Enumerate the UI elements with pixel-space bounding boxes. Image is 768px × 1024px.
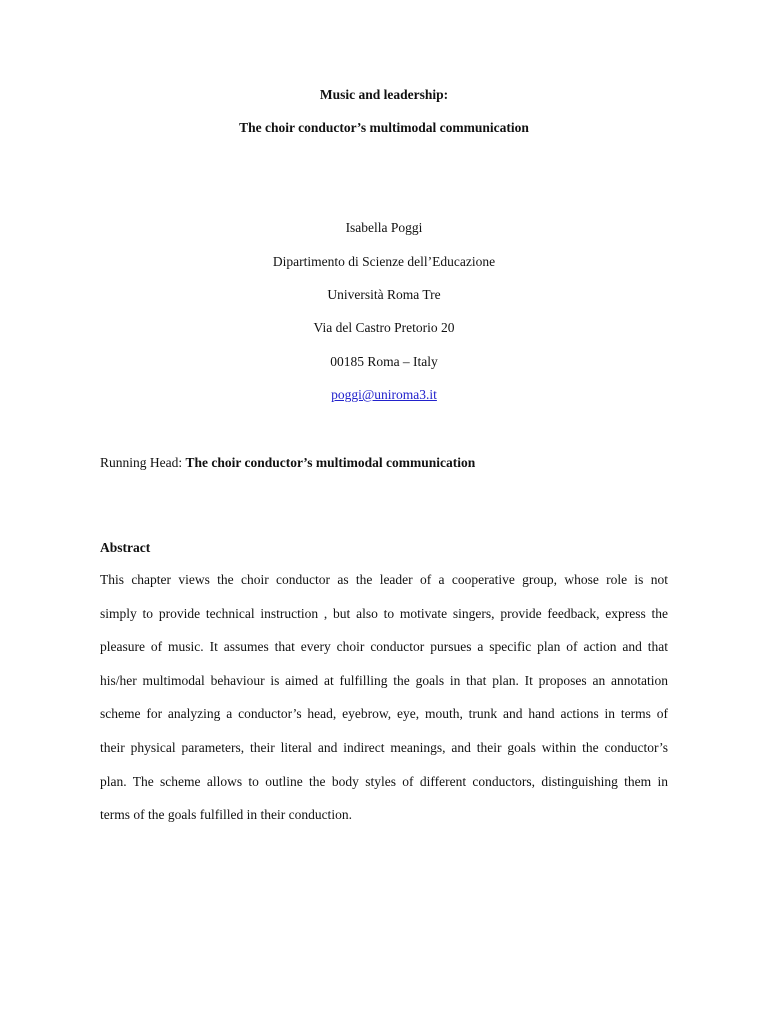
- abstract-line: plan. The scheme allows to outline the body styles of different conductors, distinguishing them in: [100, 773, 668, 789]
- abstract-line: scheme for analyzing a conductor’s head, eyebrow, eye, mouth, trunk and hand actions in terms of: [100, 706, 668, 722]
- author-street-address: Via del Castro Pretorio 20: [313, 320, 455, 335]
- author-email-container: [0, 387, 768, 403]
- author-name: Isabella Poggi: [345, 220, 423, 235]
- abstract-line: simply to provide technical instruction , but also to motivate singers, provide feedback, express the: [100, 605, 668, 621]
- running-head-text: The choir conductor’s multimodal communication: [185, 455, 476, 470]
- abstract-line: pleasure of music. It assumes that every choir conductor pursues a specific plan of action and that: [100, 639, 668, 655]
- running-head-label: Running Head:: [100, 455, 186, 470]
- author-email-link[interactable]: poggi@uniroma3.it: [331, 387, 437, 402]
- author-university: Università Roma Tre: [327, 287, 441, 302]
- abstract-body: [100, 572, 668, 841]
- abstract-heading: Abstract: [100, 540, 151, 555]
- abstract-line: This chapter views the choir conductor as the leader of a cooperative group, whose role is not: [100, 572, 668, 587]
- abstract-line: their physical parameters, their literal and indirect meanings, and their goals within the conductor’s: [100, 739, 668, 755]
- running-head: [100, 455, 475, 471]
- paper-title-line-2: The choir conductor’s multimodal communication: [239, 120, 529, 135]
- abstract-line: his/her multimodal behaviour is aimed at fulfilling the goals in that plan. It proposes an annotation: [100, 672, 668, 688]
- paper-title-line-1: Music and leadership:: [319, 87, 449, 102]
- abstract-line: terms of the goals fulfilled in their conduction.: [100, 807, 352, 823]
- author-department: Dipartimento di Scienze dell’Educazione: [272, 254, 496, 269]
- author-city: 00185 Roma – Italy: [330, 354, 438, 369]
